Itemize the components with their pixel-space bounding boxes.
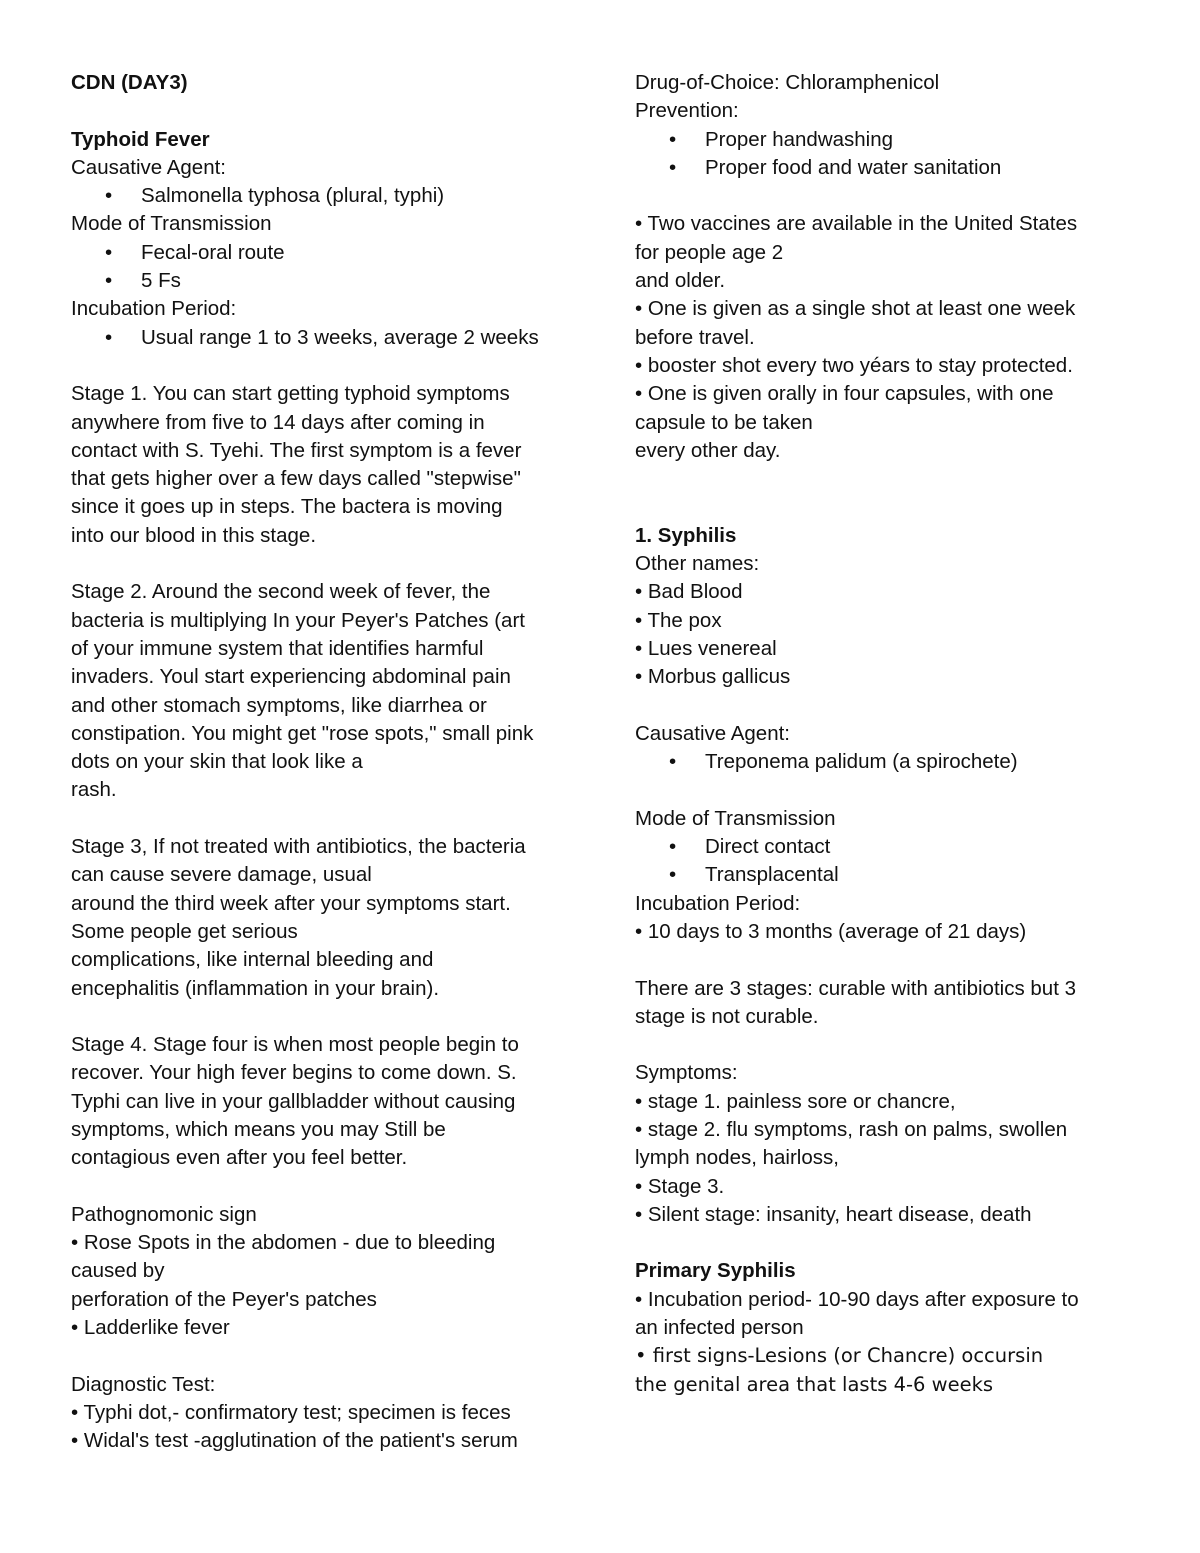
right-column <box>635 69 1135 1399</box>
paragraph-line: that gets higher over a few days called "stepwise" <box>71 467 521 491</box>
paragraph-line: contact with S. Tyehi. The first symptom is a fever <box>71 438 522 462</box>
stage-4-paragraph <box>71 1031 571 1172</box>
prevention-item: • Proper food and water sanitation <box>635 154 1135 182</box>
mode-item: • Transplacental <box>635 861 1135 889</box>
paragraph-line: bacteria is multiplying In your Peyer's Patches (art <box>71 608 525 632</box>
paragraph-line: rash. <box>71 778 117 802</box>
section-line: Pathognomonic sign <box>71 1202 257 1226</box>
paragraph-line: encephalitis (inflammation in your brain). <box>71 976 440 1000</box>
incubation-item: • Usual range 1 to 3 weeks, average 2 weeks <box>71 324 571 352</box>
section-line: • stage 1. painless sore or chancre, <box>635 1089 956 1113</box>
section-line: • The pox <box>635 608 722 632</box>
section-line: • Morbus gallicus <box>635 665 791 689</box>
pathognomonic-section <box>71 1201 571 1342</box>
section-line: • Two vaccines are available in the United States <box>635 212 1078 236</box>
paragraph-line: invaders. Youl start experiencing abdominal pain <box>71 665 511 689</box>
section-line: capsule to be taken <box>635 410 813 434</box>
causative-agent-label: Causative Agent: <box>71 155 226 179</box>
vaccines-section <box>635 210 1135 465</box>
section-line: lymph nodes, hairloss, <box>635 1146 839 1170</box>
section-line: • Bad Blood <box>635 580 743 604</box>
paragraph-line: complications, like internal bleeding and <box>71 948 434 972</box>
prevention-label: Prevention: <box>635 99 739 123</box>
causative-agent-label: Causative Agent: <box>635 721 790 745</box>
mode-of-transmission-label: Mode of Transmission <box>71 212 272 236</box>
paragraph-line: Stage 1. You can start getting typhoid symptoms <box>71 382 510 406</box>
stage-3-paragraph <box>71 833 571 1003</box>
section-line: • Incubation period- 10-90 days after exposure to <box>635 1287 1079 1311</box>
section-line: • One is given orally in four capsules, with one <box>635 382 1054 406</box>
primary-syphilis-heading: Primary Syphilis <box>635 1259 796 1283</box>
section-line: • Typhi dot,- confirmatory test; specimen is feces <box>71 1400 511 1424</box>
section-line: and older. <box>635 269 726 293</box>
stage-1-paragraph <box>71 380 571 550</box>
section-line: Symptoms: <box>635 1061 738 1085</box>
paragraph-line: can cause severe damage, usual <box>71 863 372 887</box>
paragraph-line: Stage 4. Stage four is when most people begin to <box>71 1033 519 1057</box>
paragraph-line: Some people get serious <box>71 919 298 943</box>
incubation-label: Incubation Period: <box>71 297 237 321</box>
paragraph-line: anywhere from five to 14 days after coming in <box>71 410 485 434</box>
section-line: the genital area that lasts 4-6 weeks <box>635 1372 994 1396</box>
section-line: caused by <box>71 1259 165 1283</box>
causative-agent-item: • Salmonella typhosa (plural, typhi) <box>71 182 571 210</box>
section-line: • stage 2. flu symptoms, rash on palms, swollen <box>635 1117 1068 1141</box>
document-title: CDN (DAY3) <box>71 71 188 94</box>
paragraph-line: into our blood in this stage. <box>71 523 317 547</box>
paragraph-line: Typhi can live in your gallbladder without causing <box>71 1089 516 1113</box>
section-line: • first signs-Lesions (or Chancre) occursin <box>635 1344 1044 1368</box>
stage-2-paragraph <box>71 578 571 804</box>
symptoms-section <box>635 1059 1135 1229</box>
section-line: • Ladderlike fever <box>71 1316 230 1340</box>
paragraph-line: Stage 2. Around the second week of fever, the <box>71 580 491 604</box>
section-line: • Widal's test -agglutination of the patient's serum <box>71 1429 518 1453</box>
paragraph-line: around the third week after your symptoms start. <box>71 891 511 915</box>
section-line: There are 3 stages: curable with antibiotics but 3 <box>635 976 1076 1000</box>
paragraph-line: and other stomach symptoms, like diarrhea or <box>71 693 487 717</box>
mode-item: • 5 Fs <box>71 267 571 295</box>
section-line: • Silent stage: insanity, heart disease, death <box>635 1202 1032 1226</box>
paragraph-line: contagious even after you feel better. <box>71 1146 408 1170</box>
causative-agent-item: • Treponema palidum (a spirochete) <box>635 748 1135 776</box>
mode-item: • Direct contact <box>635 833 1135 861</box>
paragraph-line: of your immune system that identifies harmful <box>71 636 484 660</box>
section-line: • 10 days to 3 months (average of 21 days) <box>635 919 1027 943</box>
paragraph-line: recover. Your high fever begins to come down. S. <box>71 1061 517 1085</box>
paragraph-line: symptoms, which means you may Still be <box>71 1117 446 1141</box>
section-line: for people age 2 <box>635 240 784 264</box>
section-line: • One is given as a single shot at least one week <box>635 297 1076 321</box>
section-line: Incubation Period: <box>635 891 801 915</box>
mode-item: • Fecal-oral route <box>71 239 571 267</box>
paragraph-line: constipation. You might get "rose spots," small pink <box>71 721 534 745</box>
paragraph-line: dots on your skin that look like a <box>71 750 363 774</box>
section-line: before travel. <box>635 325 755 349</box>
left-column <box>71 69 571 1456</box>
diagnostic-section <box>71 1371 571 1456</box>
drug-of-choice-line: Drug-of-Choice: Chloramphenicol <box>635 71 940 94</box>
section-line: an infected person <box>635 1316 804 1340</box>
section-line: • Lues venereal <box>635 636 777 660</box>
other-names-section <box>635 550 1135 691</box>
paragraph-line: Stage 3, If not treated with antibiotics, the bacteria <box>71 835 526 859</box>
section-line: • Stage 3. <box>635 1174 725 1198</box>
section-line: perforation of the Peyer's patches <box>71 1287 377 1311</box>
section-line: stage is not curable. <box>635 1004 819 1028</box>
section-line: • Rose Spots in the abdomen - due to bleeding <box>71 1231 496 1255</box>
section-line: every other day. <box>635 438 781 462</box>
section-line: • booster shot every two yéars to stay protected. <box>635 353 1073 377</box>
section-line: Other names: <box>635 552 760 576</box>
syphilis-heading: 1. Syphilis <box>635 523 737 547</box>
section-line: Diagnostic Test: <box>71 1372 216 1396</box>
paragraph-line: since it goes up in steps. The bactera is moving <box>71 495 503 519</box>
prevention-item: • Proper handwashing <box>635 126 1135 154</box>
mode-of-transmission-label: Mode of Transmission <box>635 806 836 830</box>
typhoid-heading: Typhoid Fever <box>71 127 210 151</box>
